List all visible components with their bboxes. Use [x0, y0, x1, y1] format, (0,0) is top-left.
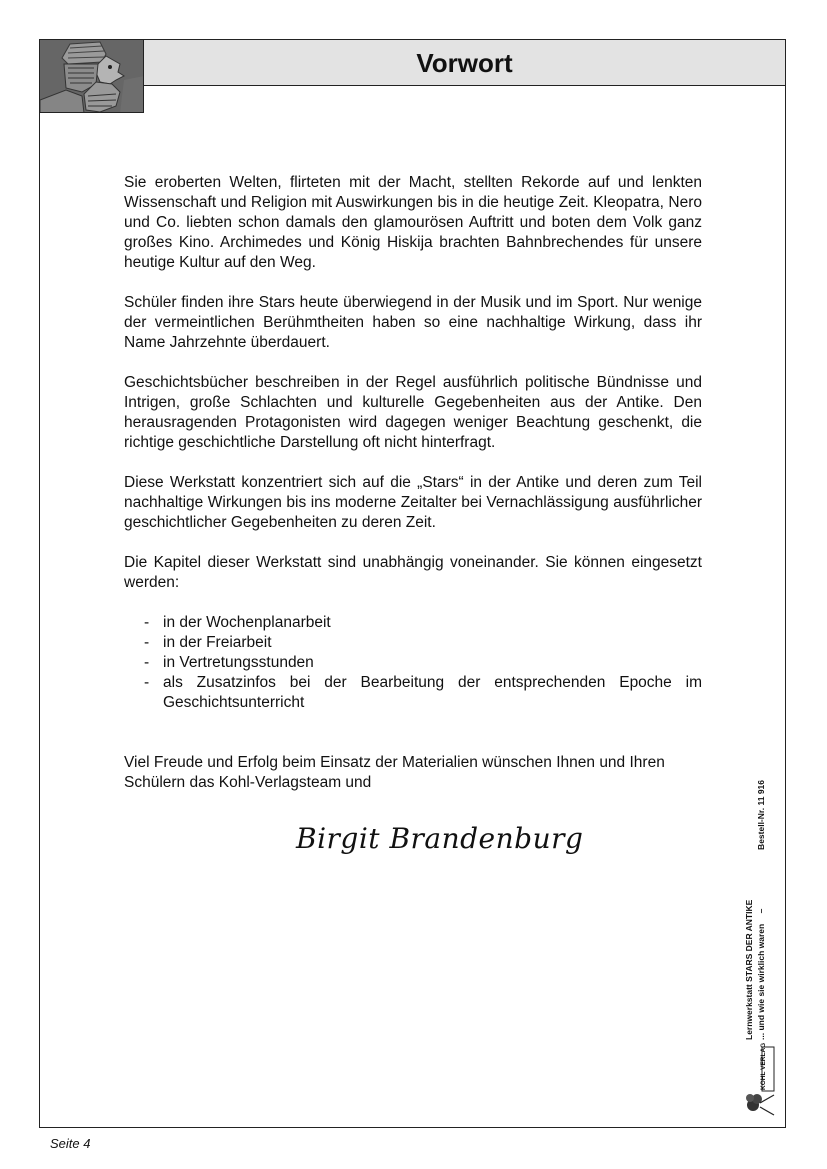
paragraph: Sie eroberten Welten, flirteten mit der Macht, stellten Rekorde auf und lenkten Wissenschaft und Religion mit Auswirkungen bis in die heutige Zeit. Kleopatra, Nero und Co. liebten schon damals den glamourösen Auftritt und boten dem Volk ganz großes Kino. Archimedes und König Hiskija brachten Bahnbrechendes für unsere heutige Kultur auf den Weg.: [124, 174, 702, 271]
kohl-verlag-logo: [744, 1042, 776, 1117]
list-dash: -: [144, 634, 150, 651]
assyrian-relief-image: [40, 40, 144, 113]
paragraph: Die Kapitel dieser Werkstatt sind unabhängig voneinander. Sie können eingesetzt werden:: [124, 554, 702, 591]
list-item-text: in der Freiarbeit: [163, 634, 272, 651]
closing-text: Viel Freude und Erfolg beim Einsatz der Materialien wünschen Ihnen und Ihren Schülern das Kohl-Verlagsteam und: [124, 754, 665, 791]
paragraph: Schüler finden ihre Stars heute überwiegend in der Musik und im Sport. Nur wenige der vermeintlichen Berühmtheiten haben so eine nachhaltige Wirkung, dass ihr Name Jahrzehnte überdauert.: [124, 294, 702, 351]
publisher-logo-text: KOHL VERLAG: [760, 1042, 767, 1090]
order-number: Bestell-Nr. 11 916: [756, 780, 766, 850]
list-item: [124, 633, 702, 653]
list-dash: -: [144, 614, 150, 631]
paragraph: Diese Werkstatt konzentriert sich auf die „Stars“ in der Antike und deren zum Teil nachhaltige Wirkungen bis ins moderne Zeitalter bei Vernachlässigung ausführlicher geschichtlicher Gegebenheiten zu deren Zeit.: [124, 474, 702, 531]
side-info-subtitle: ... und wie sie wirklich waren: [756, 923, 766, 1040]
usage-list: [124, 613, 702, 713]
body-text: [124, 173, 702, 713]
page-number: Seite 4: [50, 1136, 91, 1151]
list-item: [124, 653, 702, 673]
list-item-text: als Zusatzinfos bei der Bearbeitung der entsprechenden Epoche im Geschichtsunterricht: [163, 674, 702, 711]
page-title: Vorwort: [416, 47, 513, 78]
signature: Birgit Brandenburg: [296, 822, 584, 855]
side-info-separator: –: [756, 908, 766, 914]
list-item: [124, 673, 702, 713]
list-item: [124, 613, 702, 633]
list-item-text: in der Wochenplanarbeit: [163, 614, 331, 631]
paragraph: Geschichtsbücher beschreiben in der Regel ausführlich politische Bündnisse und Intrigen, große Schlachten und kulturelle Gegebenheiten aus der Antike. Den herausragenden Protagonisten wird dagegen weniger Beachtung geschenkt, die richtige geschichtliche Darstellung oft nicht hinterfragt.: [124, 374, 702, 451]
side-info-line1: Lernwerkstatt STARS DER ANTIKE: [744, 899, 754, 1040]
side-info: [743, 780, 783, 1040]
list-dash: -: [144, 674, 150, 691]
assyrian-king-icon: [40, 40, 144, 113]
list-item-text: in Vertretungsstunden: [163, 654, 314, 671]
list-dash: -: [144, 654, 150, 671]
